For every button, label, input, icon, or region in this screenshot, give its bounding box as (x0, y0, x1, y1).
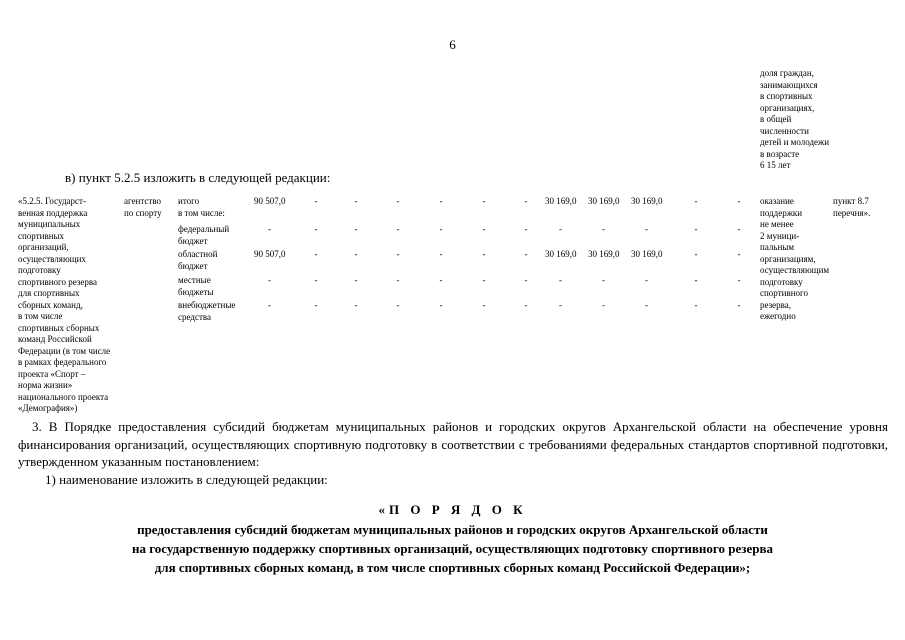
reference-line: пункт 8.7 (833, 196, 869, 206)
row-amount: - (268, 275, 271, 285)
top-note-line: численности (760, 125, 809, 136)
row-dash: - (694, 300, 698, 310)
row-dash: - (396, 300, 400, 310)
row-dash: - (482, 275, 486, 285)
row-dash: - (396, 249, 400, 259)
row-dash: - (439, 249, 443, 259)
row-value: - (602, 275, 605, 285)
row-label-line: бюджет (178, 260, 208, 271)
description-line: в рамках федерального (18, 357, 107, 367)
table-col-executor (124, 196, 170, 219)
row-value: 30 169,0 (545, 196, 577, 206)
reference-line: перечня». (833, 207, 871, 218)
row-amount: - (268, 300, 271, 310)
row-label (178, 249, 250, 272)
row-label-line: средства (178, 311, 212, 322)
description-line: проекта «Спорт – (18, 368, 86, 379)
description-line: команд Российской (18, 334, 92, 344)
row-dash: - (354, 196, 358, 206)
description-line: спортивных (18, 230, 65, 241)
row-dash: - (524, 249, 528, 259)
description-line: «5.2.5. Государст- (18, 196, 86, 206)
indicator-line: организациям, (760, 253, 816, 264)
row-label-line: итого (178, 196, 200, 206)
row-dash: - (314, 275, 318, 285)
row-dash: - (737, 224, 741, 234)
row-label-line: внебюджетные (178, 300, 236, 310)
top-note-cell (760, 68, 860, 172)
row-value: 30 169,0 (631, 196, 663, 206)
heading-line-1: предоставления субсидий бюджетам муниципальных районов и городских округов Архангельской области (137, 522, 768, 537)
row-dash: - (737, 196, 741, 206)
indicator-line: резерва, (760, 299, 792, 310)
row-value: - (602, 300, 605, 310)
row-label (178, 224, 250, 247)
row-label-line: местные (178, 275, 211, 285)
row-value: 30 169,0 (588, 196, 620, 206)
row-dash: - (524, 275, 528, 285)
top-note-line: в спортивных (760, 91, 813, 101)
row-dash: - (737, 275, 741, 285)
row-dash: - (694, 224, 698, 234)
row-dash: - (439, 275, 443, 285)
row-value: - (645, 224, 648, 234)
row-dash: - (314, 196, 318, 206)
heading-title: «П О Р Я Д О К (378, 502, 527, 517)
row-value: - (559, 224, 562, 234)
row-label (178, 275, 250, 298)
top-note-line: детей и молодежи (760, 137, 830, 147)
description-line: спортивных сборных (18, 322, 100, 333)
row-label-line: федеральный (178, 224, 230, 234)
row-dash: - (396, 196, 400, 206)
row-dash: - (694, 249, 698, 259)
paragraph-item-1: 1) наименование изложить в следующей редакции: (45, 472, 328, 487)
row-value: 30 169,0 (545, 249, 577, 259)
row-dash: - (354, 249, 358, 259)
row-dash: - (524, 224, 528, 234)
description-line: муниципальных (18, 219, 81, 229)
row-label-line: бюджеты (178, 286, 214, 297)
row-dash: - (439, 196, 443, 206)
indicator-line: не менее (760, 219, 794, 229)
row-dash: - (524, 196, 528, 206)
description-line: для спортивных (18, 288, 80, 298)
row-label-line: бюджет (178, 235, 208, 246)
description-line: спортивного резерва (18, 276, 98, 287)
row-value: - (602, 224, 605, 234)
row-label (178, 196, 250, 219)
indicator-line: 2 муници- (760, 230, 800, 241)
top-note-line: организациях, (760, 102, 815, 113)
row-label (178, 300, 250, 323)
row-amount: - (268, 224, 271, 234)
paragraph-3: 3. В Порядке предоставления субсидий бюджетам муниципальных районов и городских округов Архангельской области на обеспечение уровня финансирования организаций, осуществляющих спортивную подготовку в соответствии с требованиями федеральных стандартов спортивной подготовки, утвержденном указанным постановлением: (18, 419, 888, 469)
description-line: организаций, (18, 242, 69, 252)
row-dash: - (694, 196, 698, 206)
indicator-line: спортивного (760, 288, 808, 298)
heading-line-3: для спортивных сборных команд, в том числе спортивных сборных команд Российской Федерации»; (154, 560, 751, 575)
row-label-line: в том числе: (178, 207, 225, 218)
row-dash: - (314, 300, 318, 310)
description-line: подготовку (18, 265, 61, 275)
executor-line: по спорту (124, 207, 162, 218)
indicator-line: поддержки (760, 207, 803, 218)
indicator-line: оказание (760, 196, 794, 206)
indicator-line: подготовку (760, 276, 803, 287)
row-dash: - (439, 224, 443, 234)
row-dash: - (737, 300, 741, 310)
row-value: - (645, 275, 648, 285)
description-line: сборных команд, (18, 299, 83, 310)
row-dash: - (482, 224, 486, 234)
row-dash: - (524, 300, 528, 310)
row-value: 30 169,0 (588, 249, 620, 259)
row-dash: - (354, 300, 358, 310)
row-dash: - (314, 249, 318, 259)
row-dash: - (737, 249, 741, 259)
table-col-reference (833, 196, 883, 219)
indicator-line: пальным (760, 242, 795, 252)
top-note-line: доля граждан, (760, 68, 814, 78)
row-value: 30 169,0 (631, 249, 663, 259)
row-dash: - (314, 224, 318, 234)
description-line: национального проекта (18, 391, 109, 402)
row-dash: - (439, 300, 443, 310)
top-note-line: занимающихся (760, 79, 818, 90)
description-line: Федерации (в том числе (18, 345, 111, 356)
row-dash: - (482, 196, 486, 206)
table-col-indicator (760, 196, 832, 323)
top-note-line: 6 15 лет (760, 160, 791, 170)
top-note-line: в общей (760, 114, 792, 124)
indicator-line: осуществляющим (760, 265, 830, 275)
row-dash: - (354, 224, 358, 234)
row-label-line: областной (178, 249, 218, 259)
description-line: венная поддержка (18, 207, 88, 218)
row-amount: 90 507,0 (254, 249, 286, 259)
description-line: осуществляющих (18, 253, 86, 264)
row-amount: 90 507,0 (254, 196, 286, 206)
row-value: - (559, 275, 562, 285)
indicator-line: ежегодно (760, 311, 796, 321)
description-line: норма жизни» (18, 380, 73, 390)
row-dash: - (354, 275, 358, 285)
description-line: в том числе (18, 311, 63, 321)
page-number: 6 (449, 37, 456, 52)
table-col-description (18, 196, 118, 415)
row-dash: - (396, 224, 400, 234)
row-value: - (645, 300, 648, 310)
row-value: - (559, 300, 562, 310)
row-dash: - (694, 275, 698, 285)
row-dash: - (482, 249, 486, 259)
top-note-line: в возрасте (760, 148, 800, 159)
description-line: «Демография») (18, 403, 78, 413)
executor-line: агентство (124, 196, 162, 206)
intro-line: в) пункт 5.2.5 изложить в следующей редакции: (65, 170, 331, 185)
heading-line-2: на государственную поддержку спортивных организаций, осуществляющих подготовку спортивного резерва (131, 541, 773, 556)
row-dash: - (482, 300, 486, 310)
row-dash: - (396, 275, 400, 285)
